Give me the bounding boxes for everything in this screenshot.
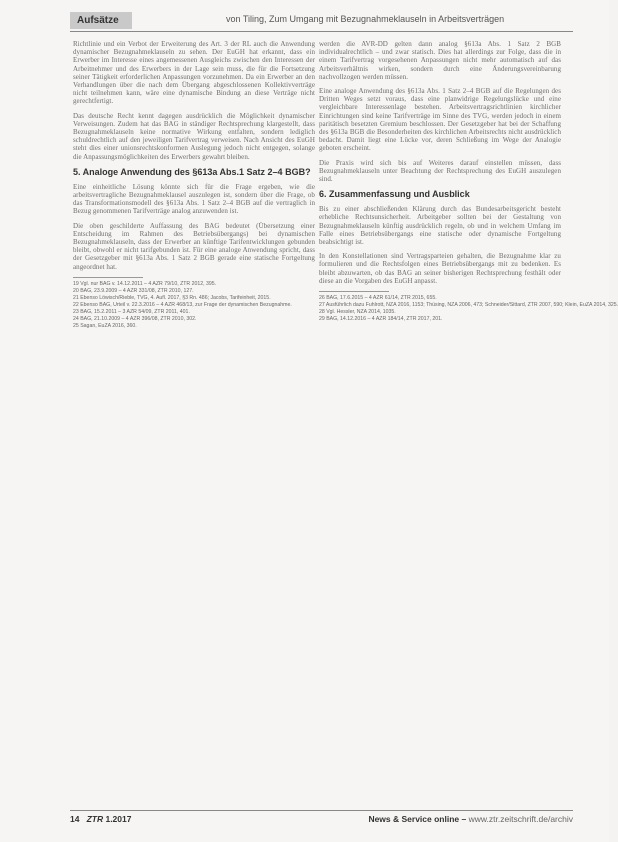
footnote: 28 Vgl. Hessler, NZA 2014, 1035. (319, 309, 396, 316)
section-heading: 5. Analoge Anwendung des §613a Abs.1 Satz 2–4 BGB? (73, 166, 311, 177)
footnote: 29 BAG, 14.12.2016 – 4 AZR 184/14, ZTR 2017, 201. (319, 316, 443, 323)
paragraph: Das deutsche Recht kennt dagegen ausdrücklich die Möglichkeit dynamischer Verweisungen. Zudem hat das BAG in ständiger Rechtsprechung klargestellt, dass Bezugnahmeklauseln keine normative Wirkung entfalten, sondern lediglich schuldrechtlich auf den jeweiligen Tarifvertrag verweisen. Nach Ansicht des EuGH steht dies einer unionsrechtskonformen Auslegung jedoch nicht entgegen, solange die Anpassungsmöglichkeiten des Erwerbers gewahrt bleiben. (73, 111, 315, 161)
footnote-rule (73, 277, 143, 278)
paragraph: Die oben geschilderte Auffassung des BAG bedeutet (Übersetzung einer Entscheidung im Rahmen des Betriebsübergangs) bei dynamischen Bezugnahmeklauseln, dass der Erwerber an künftige Tarifentwicklungen gebunden bleibt, obwohl er nicht tarifgebunden ist. Für eine analoge Anwendung spricht, dass der Gesetzgeber mit §613a Abs. 1 Satz 2 BGB gerade eine statische Fortgeltung angeordnet hat. (73, 221, 315, 271)
archive-link[interactable]: www.ztr.zeitschrift.de/archiv (468, 814, 573, 824)
footer-rule (70, 810, 573, 811)
paragraph: Die Praxis wird sich bis auf Weiteres darauf einstellen müssen, dass Bezugnahmeklauseln unter Beachtung der Rechtsprechung des EuGH auszulegen sind. (319, 158, 561, 184)
footnote: 25 Sagan, EuZA 2016, 360. (73, 323, 137, 330)
footnote-rule (319, 291, 389, 292)
footer-service (368, 814, 573, 824)
paragraph: Eine analoge Anwendung des §613a Abs. 1 Satz 2–4 BGB auf die Regelungen des Dritten Weges setzt voraus, dass eine planwidrige Regelungslücke und eine vergleichbare Interessenlage bestehen. Arbeitsvertragsrichtlinien kirchlicher Einrichtungen sind keine Tarifverträge im Sinne des TVG, werden jedoch in einem paritätisch besetzten Gremium beschlossen. Der Gesetzgeber hat bei der Schaffung des §613a BGB die Besonderheiten des kirchlichen Arbeitsrechts nicht ausdrücklich bedacht. Damit liegt eine Lücke vor, deren Schließung im Wege der Analogie geboten erscheint. (319, 87, 561, 153)
left-column (73, 40, 315, 331)
footnote: 19 Vgl. nur BAG v. 14.12.2011 – 4 AZR 79/10, ZTR 2012, 395. (73, 280, 217, 287)
footnote: 20 BAG, 23.9.2009 – 4 AZR 331/08, ZTR 2010, 127. (73, 287, 194, 294)
footer-page-info (70, 814, 131, 824)
section-label: Aufsätze (70, 12, 132, 29)
footnote: 23 BAG, 15.2.2011 – 3 AZR 54/09, ZTR 2011, 401. (73, 309, 190, 316)
paragraph: Eine einheitliche Lösung könnte sich für die Frage ergeben, wie die arbeitsvertragliche Bezugnahmeklausel auszulegen ist, sondern über die Frage, ob das Transformationsmodell des §613a Abs. 1 Satz 2–4 BGB auf die vertraglich in Bezug genommenen Tarifverträge analog anzuwenden ist. (73, 182, 315, 216)
right-column (319, 40, 618, 323)
footnote: 26 BAG, 17.6.2015 – 4 AZR 61/14, ZTR 2015, 655. (319, 295, 437, 302)
footnote: 21 Ebenso Löwisch/Rieble, TVG, 4. Aufl. 2017, §3 Rn. 486; Jacobs, Tarifeinheit, 2015. (73, 295, 271, 302)
footnote: 24 BAG, 21.10.2009 – 4 AZR 396/08, ZTR 2010, 302. (73, 316, 197, 323)
page-number: 14 (70, 814, 80, 824)
service-label: News & Service online – (368, 814, 467, 824)
paragraph: Bis zu einer abschließenden Klärung durch das Bundesarbeitsgericht besteht erhebliche Rechtsunsicherheit. Arbeitgeber sollten bei der Gestaltung von Bezugnahmeklauseln künftig ausdrücklich regeln, ob und in welchem Umfang im Falle eines Betriebsübergangs eine statische oder dynamische Fortgeltung beabsichtigt ist. (319, 205, 561, 247)
header-rule (70, 31, 573, 32)
journal-name: ZTR (86, 814, 104, 824)
running-title: von Tiling, Zum Umgang mit Bezugnahmeklauseln in Arbeitsverträgen (226, 14, 505, 24)
footnote: 27 Ausführlich dazu Fuhlrott, NZA 2016, 1153; Thüsing, NZA 2006, 473; Schneider/Sittard, ZTR 2007, 590; Klein, EuZA 2014, 325. (319, 302, 618, 309)
section-heading: 6. Zusammenfassung und Ausblick (319, 189, 470, 200)
paragraph: Richtlinie und ein Verbot der Erweiterung des Art. 3 der RL auch die Anwendung dynamischer Bezugnahmeklauseln zu sehen. Der EuGH hat erkannt, dass ein Erwerber im Interesse eines angemessenen Ausgleichs zwischen den Interessen der Arbeitnehmer und des Erwerbers in der Lage sein muss, die für die Fortsetzung seiner Tätigkeit erforderlichen Anpassungen vorzunehmen. Da ein Erwerber an den Verhandlungen über die nach dem Übergang abgeschlossenen Kollektivverträge nicht teilnehmen kann, wäre eine dynamische Bindung an diese Verträge nicht gerechtfertigt. (73, 40, 315, 106)
paragraph: werden die AVR-DD gelten dann analog §613a Abs. 1 Satz 2 BGB individualrechtlich – und zwar statisch. Dies hat allerdings zur Folge, dass die in einem Tarifvertrag vorgesehenen Anpassungen nicht mehr automatisch auf das Arbeitsverhältnis wirken, sondern durch eine Änderungsvereinbarung nachvollzogen werden müssen. (319, 40, 561, 81)
paragraph: In den Konstellationen sind Vertragsparteien gehalten, die Bezugnahme klar zu formulieren und die Rechtsfolgen eines Betriebsübergangs mit zu bedenken. Es bleibt abzuwarten, ob das BAG an seiner bisherigen Rechtsprechung festhält oder diese an die Vorgaben des EuGH anpasst. (319, 252, 561, 285)
journal-issue: 1.2017 (105, 814, 132, 824)
footnote: 22 Ebenso BAG, Urteil v. 22.3.2016 – 4 AZR 468/13, zur Frage der dynamischen Bezugnahme. (73, 302, 292, 309)
